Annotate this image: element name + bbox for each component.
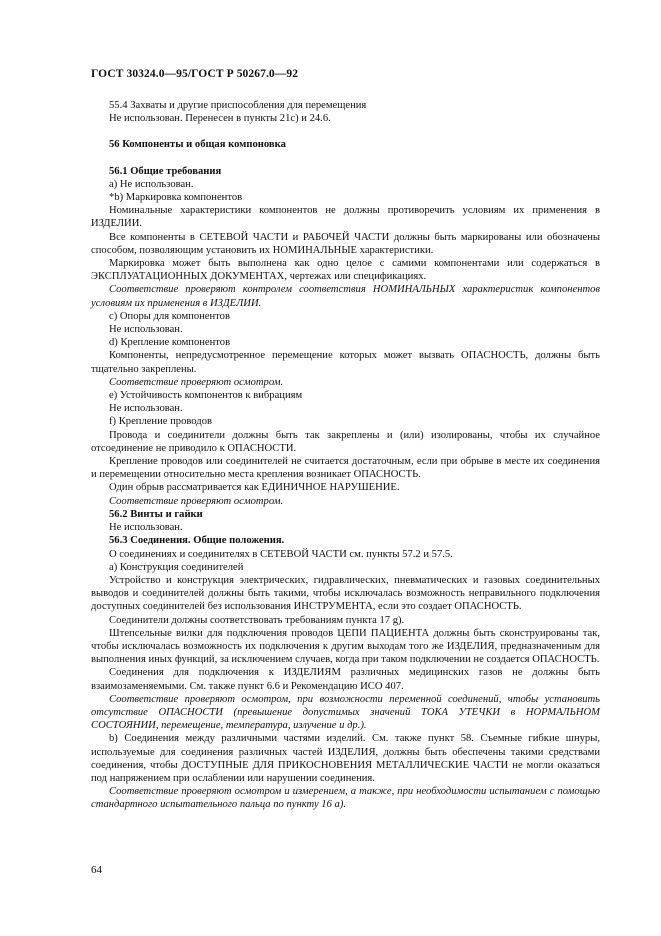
compliance-note: Соответствие проверяют осмотром. [109,495,284,507]
compliance-note: Соответствие проверяют осмотром. [109,376,284,388]
paragraph: Не использован. [109,403,183,415]
paragraph: Штепсельные вилки для подключения проводов ЦЕПИ ПАЦИЕНТА должны быть сконструированы так, чтобы исключалась возможность их подключения к другим выходам того же ИЗДЕЛИЯ, предназначенным для выполнения иных функций, за исключением случаев, когда при таком подключении не создается ОПАСНОСТЬ. [91,627,600,666]
compliance-note: Соответствие проверяют контролем соответствия НОМИНАЛЬНЫХ характеристик компонентов условиям их применения в ИЗДЕЛИИ. [91,284,600,309]
paragraph: f) Крепление проводов [109,416,212,428]
document-body [91,99,600,812]
paragraph: а) Не использован. [109,178,194,190]
paragraph: Маркировка может быть выполнена как одно целое с самими компонентами или содержаться в ЭКСПЛУАТАЦИОННЫХ ДОКУМЕНТАХ, чертежах или спецификациях. [91,258,600,283]
paragraph: Крепление проводов или соединителей не считается достаточным, если при обрыве в месте их соединения и перемещении относительно места крепления возникает ОПАСНОСТЬ. [91,456,600,481]
paragraph: Провода и соединители должны быть так закреплены и (или) изолированы, чтобы их случайное отсоединение не приводило к ОПАСНОСТИ. [91,429,600,454]
paragraph: Устройство и конструкция электрических, гидравлических, пневматических и газовых соединительных выводов и соединителей должны быть такими, чтобы исключалась возможность неправильного подключения доступных соединителей без использования ИНСТРУМЕНТА, если это создает ОПАСНОСТЬ. [91,574,600,613]
paragraph: с) Опоры для компонентов [109,310,230,322]
paragraph: Один обрыв рассматривается как ЕДИНИЧНОЕ НАРУШЕНИЕ. [109,482,400,494]
paragraph: Все компоненты в СЕТЕВОЙ ЧАСТИ и РАБОЧЕЙ ЧАСТИ должны быть маркированы или обозначены способом, позволяющим установить их НОМИНАЛЬНЫЕ характеристики. [91,231,600,256]
section-56-heading: 56 Компоненты и общая компоновка [109,139,286,151]
paragraph: О соединениях и соединителях в СЕТЕВОЙ ЧАСТИ см. пункты 57.2 и 57.5. [109,548,453,560]
paragraph: *b) Маркировка компонентов [109,192,243,204]
paragraph: Компоненты, непредусмотренное перемещение которых может вызвать ОПАСНОСТЬ, должны быть тщательно закреплены. [91,350,600,375]
paragraph: Номинальные характеристики компонентов не должны противоречить условиям их применения в ИЗДЕЛИИ. [91,205,600,230]
compliance-note: Соответствие проверяют осмотром и измерением, а также, при необходимости испытанием с помощью стандартного испытательного пальца по пункту 16 а). [91,786,600,811]
paragraph: Не использован. [109,324,183,336]
compliance-note: Соответствие проверяют осмотром, при возможности переменной соединений, чтобы установить отсутствие ОПАСНОСТИ (превышение допустимых значений ТОКА УТЕЧКИ в НОРМАЛЬНОМ СОСТОЯНИИ, перемещение, температура, излучение и др.). [91,693,600,732]
paragraph: Не использован. Перенесен в пункты 21с) и 24.6. [109,113,331,125]
page-header: ГОСТ 30324.0—95/ГОСТ Р 50267.0—92 [91,68,299,80]
paragraph: d) Крепление компонентов [109,337,231,349]
subsection-56-3-heading: 56.3 Соединения. Общие положения. [109,535,285,547]
paragraph: b) Соединения между различными частями изделий. См. также пункт 58. Съемные гибкие шнуры, используемые для соединения различных частей ИЗДЕЛИЯ, должны быть обеспечены такими средствами соединения, чтобы ДОСТУПНЫЕ ДЛЯ ПРИКОСНОВЕНИЯ МЕТАЛЛИЧЕСКИЕ ЧАСТИ не могли оказаться под напряжением при ослаблении или нарушении соединения. [91,733,600,784]
paragraph: Соединители должны соответствовать требованиям пункта 17 g). [109,614,405,626]
paragraph: Не использован. [109,522,183,534]
subsection-56-2-heading: 56.2 Винты и гайки [109,508,203,520]
paragraph: е) Устойчивость компонентов к вибрациям [109,390,303,402]
paragraph: Соединения для подключения к ИЗДЕЛИЯМ различных медицинских газов не должны быть взаимозаменяемыми. См. также пункт 6.6 и Рекомендацию ИСО 407. [91,667,600,692]
subsection-56-1-heading: 56.1 Общие требования [109,165,222,177]
paragraph-55-4-title: 55.4 Захваты и другие приспособления для перемещения [109,100,367,111]
page-number: 64 [91,864,102,876]
paragraph: а) Конструкция соединителей [109,561,244,573]
